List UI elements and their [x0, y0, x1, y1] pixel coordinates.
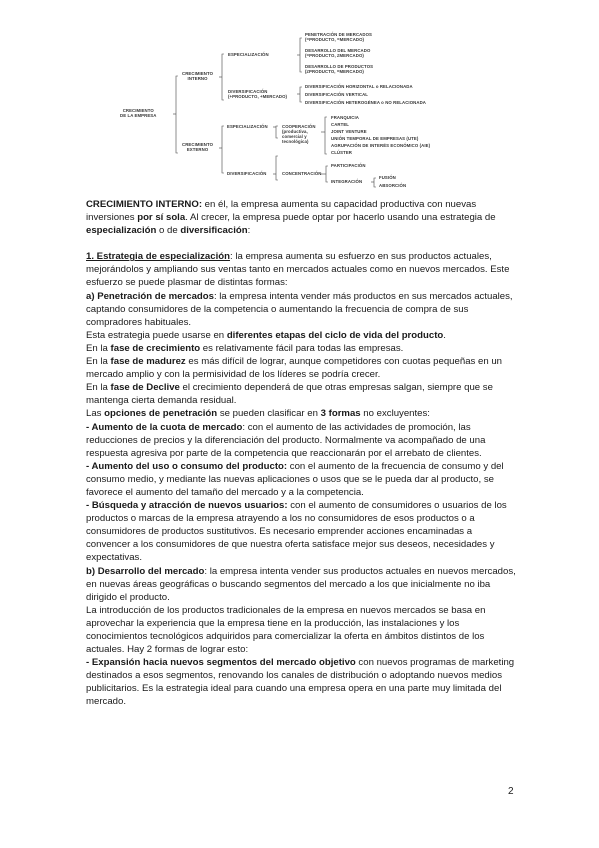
intro-text: :: [247, 225, 251, 237]
diagram-coop-item: CARTEL: [331, 122, 350, 127]
option-text: con el aumento de consumidores o usuarios de los productos o marcas de la empresa atrayendo a los no consumidores de esos productos o a consumidores de productos sustitutivos. Es necesario emprender acciones encaminadas a convencer a los consumidores de que nuestra oferta satisface mejor sus deseos, necesidades y expectativas.: [86, 500, 507, 564]
page-number: 2: [508, 786, 514, 797]
diagram-especializacion-label: ESPECIALIZACIÓN: [228, 52, 269, 57]
introduccion-paragraph: La introducción de los productos tradicionales de la empresa en nuevos mercados se basa en aprovechar la experiencia que la empresa tiene en la producción, las instalaciones y los conocimientos tecnológicos adquiridos para comercializar la oferta en ámbitos distintos de los actuales. Hay 2 formas de lograr esto:: [86, 604, 486, 656]
option-text: : con el aumento de las actividades de promoción, las reducciones de precios y la diferenciación del producto. Normalmente va acompañado de una respuesta agresiva por parte de la competencia que reaccionarán por el arrebato de clientes.: [86, 421, 486, 459]
diagram-esp-item: PENETRACIÓN DE MERCADOS (=PRODUCTO, =MERCADO): [305, 32, 372, 42]
fase-label: fase de crecimiento: [110, 342, 201, 354]
diagram-integ-item: ABSORCIÓN: [379, 183, 407, 188]
expansion-paragraph: [86, 656, 516, 708]
section1-heading: 1. Estrategia de especialización: [86, 251, 230, 263]
fase-madurez-paragraph: [86, 355, 516, 381]
intro-text: en él, la empresa aumenta su capacidad productiva con nuevas inversiones: [86, 199, 477, 224]
desarrollo-paragraph: [86, 565, 516, 604]
penetracion-paragraph: [86, 290, 516, 329]
fase-text: En la: [86, 356, 111, 368]
desarrollo-text: : la empresa intenta vender sus productos actuales en nuevos mercados, en nuevas áreas geográficas o buscando segmentos del mercado a los que inicialmente no iba dirigido el producto.: [86, 565, 516, 603]
option-paragraph: [86, 499, 516, 564]
diagram-div-item: DIVERSIFICACIÓN HETEROGÉNEA o NO RELACIONADA: [305, 100, 426, 105]
growth-strategy-diagram: [120, 28, 450, 196]
intro-paragraph: [86, 198, 516, 237]
penetracion-label: a) Penetración de mercados: [86, 290, 214, 302]
diagram-div-item: DIVERSIFICACIÓN HORIZONTAL o RELACIONADA: [305, 84, 413, 89]
expansion-label: - Expansión hacia nuevos segmentos del mercado objetivo: [86, 657, 356, 669]
ciclo-emphasis: diferentes etapas del ciclo de vida del producto: [226, 329, 444, 341]
fase-crecimiento-paragraph: [86, 342, 516, 355]
opciones-text: se pueden clasificar en: [217, 408, 321, 420]
option-label: - Aumento del uso o consumo del producto:: [86, 460, 288, 472]
fase-label: fase de madurez: [110, 356, 186, 368]
diagram-esp-item: DESARROLLO DE PRODUCTOS (≠PRODUCTO, =MERCADO): [305, 64, 374, 74]
fase-label: fase de Declive: [110, 382, 180, 394]
option-text: con el aumento de la frecuencia de consumo y del consumo medio, y mediante las nuevas aplicaciones o usos que se le pueda dar al producto, se favorece el aumento del tamaño del mercado y a la competencia.: [86, 460, 504, 498]
ciclo-paragraph: [86, 329, 516, 342]
ciclo-text: Esta estrategia puede usarse en: [86, 329, 227, 341]
diagram-integracion-label: INTEGRACIÓN: [331, 179, 363, 184]
opciones-emphasis: opciones de penetración: [104, 408, 218, 420]
opciones-text: Las: [86, 408, 105, 420]
diagram-coop-item: JOINT VENTURE: [331, 129, 367, 134]
section1-text: : la empresa aumenta su esfuerzo en sus productos actuales, mejorándolos y ampliando sus ventas tanto en mercados actuales como en nuevos mercados. Este esfuerzo se puede plasmar de distintas formas:: [86, 251, 510, 289]
diagram-ext-especializacion-label: ESPECIALIZACIÓN: [227, 124, 268, 129]
ciclo-text: .: [443, 329, 446, 341]
diagram-root-label: CRECIMIENTO DE LA EMPRESA: [120, 108, 157, 118]
option-paragraph: [86, 460, 516, 499]
diagram-esp-item: DESARROLLO DEL MERCADO (=PRODUCTO, ≠MERCADO): [305, 48, 371, 58]
diagram-cooperacion-label: COOPERACIÓN (productiva, comercial y tecnológica): [282, 124, 316, 144]
diagram-coop-item: UNIÓN TEMPORAL DE EMPRESAS (UTE): [331, 136, 419, 141]
option-label: - Búsqueda y atracción de nuevos usuarios:: [86, 500, 288, 512]
diagram-concentracion-label: CONCENTRACIÓN: [282, 171, 322, 176]
opciones-emphasis: 3 formas: [320, 408, 361, 420]
diagram-ext-diversificacion-label: DIVERSIFICACIÓN: [227, 171, 267, 176]
penetracion-text: : la empresa intenta vender más productos en sus mercados actuales, captando consumidores de la competencia o aumentando la frecuencia de compra de sus compradores habituales.: [86, 290, 513, 328]
diagram-interno-label: CRECIMIENTO INTERNO: [182, 71, 214, 81]
fase-text: En la: [86, 342, 111, 354]
fase-text: es más difícil de lograr, aunque competidores con cuotas pequeñas en un mercado amplio y con la permisividad de los líderes se podría crecer.: [86, 356, 502, 381]
diagram-coop-item: AGRUPACIÓN DE INTERÉS ECONÓMICO (AIE): [331, 143, 431, 148]
document-body: [86, 198, 516, 709]
opciones-paragraph: [86, 407, 516, 420]
expansion-text: con nuevos programas de marketing destinados a esos segmentos, renovando los canales de distribución o adoptando nuevos medios publicitarios. Es la estrategia ideal para cuando una empresa opera en una parte muy limitada del mercado.: [86, 657, 515, 708]
intro-emphasis: especialización: [86, 225, 157, 237]
diagram-externo-label: CRECIMIENTO EXTERNO: [182, 142, 214, 152]
intro-emphasis: diversificación: [180, 225, 248, 237]
fase-declive-paragraph: [86, 381, 516, 407]
diagram-coop-item: FRANQUICIA: [331, 115, 359, 120]
diagram-div-item: DIVERSIFICACIÓN VERTICAL: [305, 92, 369, 97]
intro-text: . Al crecer, la empresa puede optar por hacerlo usando una estrategia de: [185, 212, 496, 224]
diagram-integ-item: FUSIÓN: [379, 175, 396, 180]
intro-text: o de: [156, 225, 181, 237]
option-label: - Aumento de la cuota de mercado: [86, 421, 243, 433]
fase-text: En la: [86, 382, 111, 394]
diagram-diversificacion-label: DIVERSIFICACIÓN (+PRODUCTO, +MERCADO): [228, 89, 288, 99]
section1-paragraph: [86, 250, 516, 289]
opciones-text: no excluyentes:: [360, 408, 430, 420]
diagram-coop-item: CLÚSTER: [331, 150, 352, 155]
option-paragraph: [86, 421, 516, 460]
paragraph-gap: [86, 237, 516, 250]
fase-text: es relativamente fácil para todas las empresas.: [200, 342, 404, 354]
intro-emphasis: por sí sola: [137, 212, 186, 224]
intro-title: CRECIMIENTO INTERNO:: [86, 199, 203, 210]
fase-text: el crecimiento dependerá de que otras empresas salgan, siempre que se mantenga cierta demanda residual.: [86, 382, 493, 407]
diagram-participacion-label: PARTICIPACIÓN: [331, 163, 366, 168]
desarrollo-label: b) Desarrollo del mercado: [86, 565, 205, 577]
